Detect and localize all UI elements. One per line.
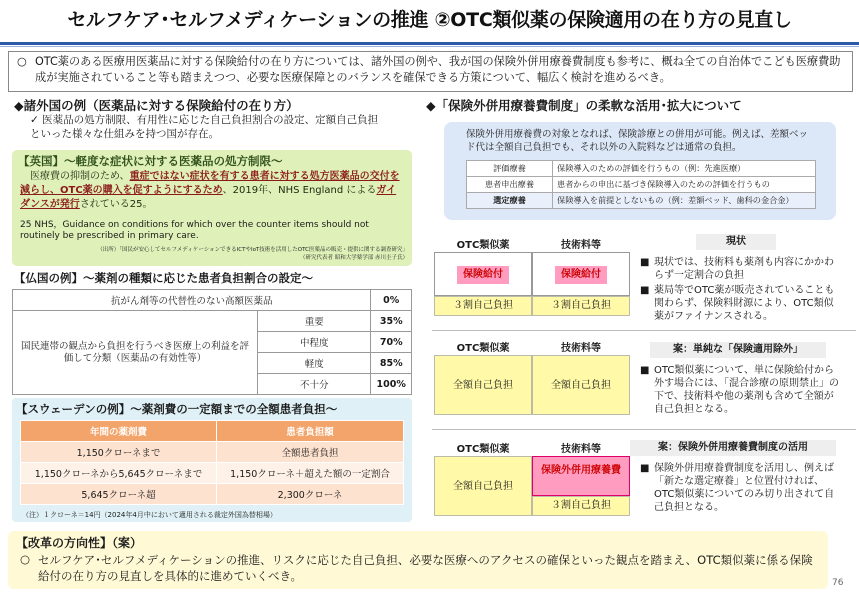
fr-v2: 85%	[371, 353, 412, 374]
s2-b1	[640, 364, 840, 416]
s1-tech-frame	[532, 252, 630, 296]
s1-base2: ３割自己負担	[532, 296, 630, 316]
s1-col-otc: OTC類似薬	[456, 240, 510, 251]
fr-k2: 軽度	[258, 353, 371, 374]
fr-k0: 重要	[258, 311, 371, 332]
s1-b2	[640, 284, 840, 323]
s3-tag: 案：保険外併用療養費制度の活用	[630, 440, 836, 456]
s1-b1	[640, 256, 840, 282]
sw-b2: 2,300クローネ	[216, 484, 403, 505]
fr-v1: 70%	[371, 332, 412, 353]
s3-base: ３割自己負担	[532, 496, 630, 516]
reform-heading: 【改革の方向性】（案）	[16, 536, 143, 550]
system-text: 保険外併用療養費の対象となれば、保険診療との併用が可能。例えば、差額ベッド代は全額自己負担でも、それ以外の入院料などは通常の負担。	[466, 129, 809, 153]
sw-a0: 1,150クローネまで	[21, 442, 217, 463]
sw-a1: 1,150クローネから5,645クローネまで	[21, 463, 217, 484]
sw-b0: 全額患者負担	[216, 442, 403, 463]
fr-row1-label: 抗がん剤等の代替性のない高額医薬品	[13, 290, 371, 311]
system-box	[444, 122, 836, 220]
uk-heading: 【英国】～軽度な症状に対する医薬品の処方制限～	[18, 154, 283, 168]
s2-otc: 全額自己負担	[434, 355, 532, 415]
uk-src2: （研究代表者 昭和大学薬学部 赤川圭子氏）	[300, 255, 408, 261]
cmp-v2: 保険導入を前提としないもの（例：差額ベッド、歯科の金合金）	[553, 193, 816, 209]
intro-box	[8, 51, 853, 92]
cmp-k0: 評価療養	[467, 161, 553, 177]
s3-b1-text: 保険外併用療養費制度を活用し、例えば「新たな選定療養」と位置付ければ、OTC類似薬についてのみ切り出されて自己負担となる。	[654, 463, 835, 513]
s1-b1-text: 現状では、技術料も薬剤も内容にかかわらず一定割合の負担	[654, 257, 834, 281]
s2-col-otc: OTC類似薬	[456, 343, 510, 354]
fr-k3: 不十分	[258, 374, 371, 395]
sweden-table	[20, 420, 404, 505]
reform-mark: ○	[20, 552, 31, 566]
system-table	[466, 160, 816, 209]
cmp-k1: 患者申出療養	[467, 177, 553, 193]
uk-p1c: 、2019年、NHS England による	[222, 185, 377, 196]
intro-text: OTC薬のある医療用医薬品に対する保険給付の在り方については、諸外国の例や、我が国の保険外併用療養費制度も参考に、概ね全ての自治体でこども医療費助成が実施されていること等も踏まえつつ、必要な医療保障とのバランスを確保できる方策について、幅広く検討を進めるべき。	[35, 55, 841, 84]
s1-col-tech: 技術料等	[561, 240, 601, 251]
fr-v0: 35%	[371, 311, 412, 332]
uk-body	[20, 170, 406, 212]
s3-col-otc: OTC類似薬	[456, 444, 510, 455]
s2-col-tech: 技術料等	[561, 343, 601, 354]
s1-tag: 現状	[696, 234, 776, 250]
uk-p1e: されている25。	[79, 199, 153, 210]
s3-b1	[640, 462, 840, 514]
uk-p1d: ガイダンスが発行	[20, 185, 397, 210]
page-title: セルフケア･セルフメディケーションの推進 ②OTC類似薬の保険適用の在り方の見直し	[67, 9, 792, 31]
title-rule	[0, 42, 859, 45]
s3-col-tech: 技術料等	[561, 444, 601, 455]
sweden-box	[12, 398, 412, 522]
left-heading: ◆諸外国の例（医薬品に対する保険給付の在り方）	[14, 98, 299, 113]
sweden-heading: 【スウェーデンの例】～薬剤費の一定額までの全額患者負担～	[16, 402, 338, 416]
divider-1	[432, 330, 856, 331]
s1-b2-text: 薬局等でOTC薬が販売されていることも関わらず、保険料財源により、OTC類似薬がファイナンスされる。	[654, 285, 835, 322]
divider-2	[432, 429, 856, 430]
uk-src	[18, 246, 408, 262]
s2-tech: 全額自己負担	[532, 355, 630, 415]
sw-col2: 患者負担額	[216, 421, 403, 442]
fr-v3: 100%	[371, 374, 412, 395]
fr-row1-val: 0%	[371, 290, 412, 311]
s3-b1-mark: ■	[640, 463, 650, 474]
fr-group-label: 国民連帯の観点から負担を行うべき医療上の利益を評価して分類（医薬品の有効性等）	[13, 311, 258, 395]
s1-otc-frame	[434, 252, 532, 296]
s1-base1: ３割自己負担	[434, 296, 532, 316]
sweden-note: （注）１クローネ＝14円（2024年4月中において適用される裁定外国為替相場）	[22, 511, 277, 519]
reform-box	[8, 531, 828, 589]
s1-b1-mark: ■	[640, 257, 650, 268]
france-heading: 【仏国の例】～薬剤の種類に応じた患者負担割合の設定～	[14, 271, 313, 285]
s3-otc: 全額自己負担	[434, 456, 532, 516]
s2-b1-text: OTC類似薬について、単に保険給付から外す場合には、「混合診療の原則禁止」の下で、技術料や他の薬剤も含めて全額が自己負担となる。	[654, 365, 839, 415]
sw-col1: 年間の薬剤費	[21, 421, 217, 442]
uk-p1b: 重症ではない症状を有する患者に対する処方医薬品の交付を減らし、OTC薬の購入を促すようにするため	[20, 171, 400, 196]
sw-b1: 1,150クローネ＋超えた額の一定割合	[216, 463, 403, 484]
s2-b1-mark: ■	[640, 365, 650, 376]
cmp-v1: 患者からの申出に基づき保険導入のための評価を行うもの	[553, 177, 816, 193]
page-number: 76	[832, 578, 844, 588]
fr-k1: 中程度	[258, 332, 371, 353]
s2-tag: 案：単純な「保険適用除外」	[650, 342, 826, 358]
uk-ref: 25 NHS，Guidance on conditions for which over the counter items should not routinely be prescribed in primary care.	[20, 220, 369, 241]
s3-tech: 保険外併用療養費	[532, 456, 630, 496]
right-heading: ◆「保険外併用療養費制度」の柔軟な活用･拡大について	[426, 98, 742, 113]
s1-tech: 保険給付	[555, 266, 607, 284]
reform-text: セルフケア･セルフメディケーションの推進、リスクに応じた自己負担、必要な医療へのアクセスの確保といった観点を踏まえ、OTC類似薬に係る保険給付の在り方の見直しを具体的に進めていくべき。	[38, 553, 813, 583]
uk-box	[12, 150, 412, 266]
cmp-k2: 選定療養	[467, 193, 553, 209]
uk-src1: （出所）「国民が安心してセルフメディケーションできるICTやIoT技術を活用したOTC医薬品の販売・提供に関する調査研究」	[97, 247, 408, 253]
uk-p1: 医療費の抑制のため、	[30, 171, 130, 182]
s1-otc: 保険給付	[457, 266, 509, 284]
intro-mark: ○	[17, 55, 27, 68]
title-rule-thin	[0, 46, 859, 47]
sw-a2: 5,645クローネ超	[21, 484, 217, 505]
left-check-text: ✓ 医薬品の処方制限、有用性に応じた自己負担割合の設定、定額自己負担といった様々な仕組みを持つ国が存在。	[30, 114, 379, 140]
s1-b2-mark: ■	[640, 285, 650, 296]
france-table	[12, 289, 412, 395]
cmp-v0: 保険導入のための評価を行うもの（例：先進医療）	[553, 161, 816, 177]
